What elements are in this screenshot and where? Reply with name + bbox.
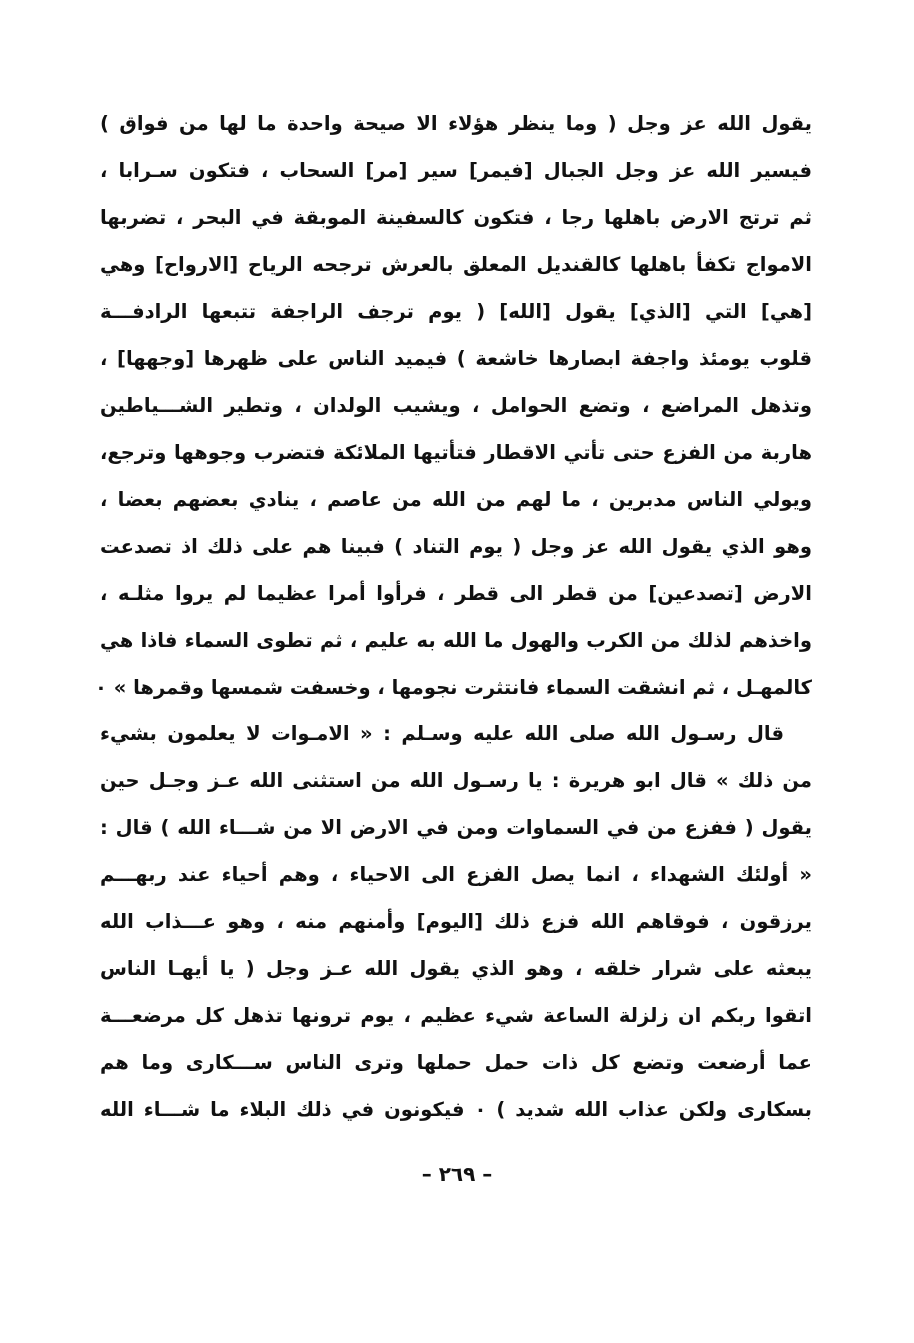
text-line: يقول الله عز وجل ( وما ينظر هؤلاء الا صيحة واحدة ما لها من فواق ) — [100, 112, 812, 135]
paragraph-2 — [100, 710, 812, 1133]
text-line: بسكارى ولكن عذاب الله شديد ) ٠ فيكونون في ذلك البلاء ما شـــاء الله — [100, 1098, 812, 1121]
text-line: « أولئك الشهداء ، انما يصل الفزع الى الاحياء ، وهم أحياء عند ربهـــم — [100, 863, 812, 886]
text-line: ثم ترتج الارض باهلها رجا ، فتكون كالسفينة الموبقة في البحر ، تضربها — [100, 206, 812, 229]
text-line: هاربة من الفزع حتى تأتي الاقطار فتأتيها الملائكة فتضرب وجوهها وترجع، — [100, 441, 812, 464]
text-line: ويولي الناس مدبرين ، ما لهم من الله من عاصم ، ينادي بعضهم بعضا ، — [100, 488, 812, 511]
text-line: الامواج تكفأ باهلها كالقنديل المعلق بالعرش ترجحه الرياح [الارواح] وهي — [100, 253, 812, 276]
text-line: وتذهل المراضع ، وتضع الحوامل ، ويشيب الولدان ، وتطير الشـــياطين — [100, 394, 812, 417]
text-line: وهو الذي يقول الله عز وجل ( يوم التناد ) فبينا هم على ذلك اذ تصدعت — [100, 535, 812, 558]
text-line: يرزقون ، فوقاهم الله فزع ذلك [اليوم] وأمنهم منه ، وهو عـــذاب الله — [100, 910, 812, 933]
page-number: – ٢٦٩ – — [421, 1162, 493, 1186]
text-line: من ذلك » قال ابو هريرة : يا رسـول الله من استثنى الله عـز وجـل حين — [100, 769, 812, 792]
text-line: يقول ( ففزع من في السماوات ومن في الارض الا من شـــاء الله ) قال : — [100, 816, 812, 839]
text-line: فيسير الله عز وجل الجبال [فيمر] سير [مر] السحاب ، فتكون سـرابا ، — [100, 159, 812, 182]
text-line: يبعثه على شرار خلقه ، وهو الذي يقول الله عـز وجل ( يا أيهـا الناس — [100, 957, 812, 980]
paragraph-1 — [95, 100, 812, 711]
text-line: [هي] التي [الذي] يقول [الله] ( يوم ترجف الراجفة تتبعها الرادفـــة — [100, 300, 812, 323]
text-line: الارض [تصدعين] من قطر الى قطر ، فرأوا أمرا عظيما لم يروا مثلـه ، — [100, 582, 812, 605]
text-line: قلوب يومئذ واجفة ابصارها خاشعة ) فيميد الناس على ظهرها [وجهها] ، — [100, 347, 812, 370]
text-line: قال رسـول الله صلى الله عليه وسـلم : « الامـوات لا يعلمون بشيء — [100, 722, 784, 745]
text-line: واخذهم لذلك من الكرب والهول ما الله به عليم ، ثم تطوى السماء فاذا هي — [100, 629, 812, 652]
text-line: عما أرضعت وتضع كل ذات حمل حملها وترى الناس ســـكارى وما هم — [100, 1051, 812, 1074]
text-line: اتقوا ربكم ان زلزلة الساعة شيء عظيم ، يوم ترونها تذهل كل مرضعـــة — [100, 1004, 812, 1027]
text-line: كالمهـل ، ثم انشقت السماء فانتثرت نجومها ، وخسفت شمسها وقمرها » ٠ — [95, 676, 812, 699]
